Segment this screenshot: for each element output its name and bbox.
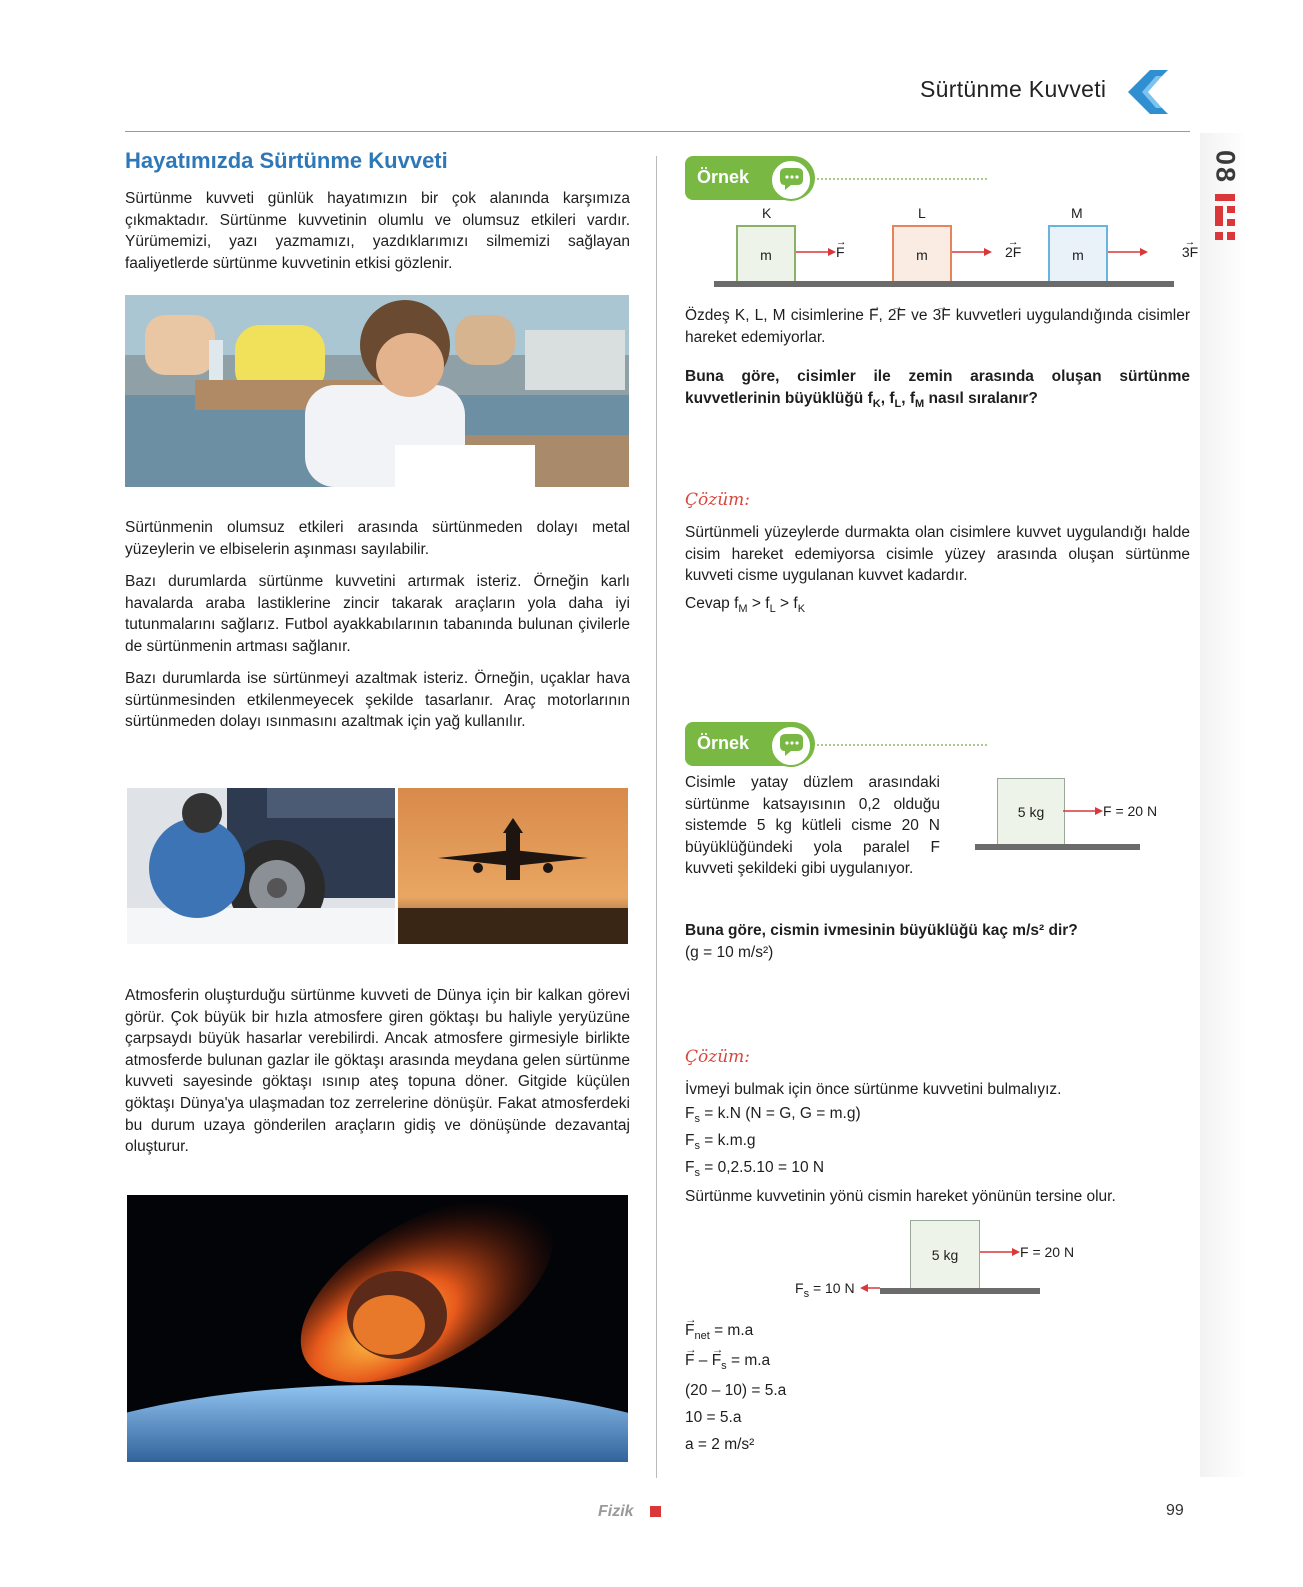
solution-label-1: Çözüm: — [685, 490, 750, 510]
photo-student-writing — [125, 295, 629, 487]
paragraph-intro: Sürtünme kuvveti günlük hayatımızın bir çok alanında karşımıza çıkmaktadır. Sürtünme kuvvetinin olumlu ve olumsuz etkileri vardır. Yürümemizi, yazı yazmamızı, yazdıklarımızı silmemizi sağlayan faaliyetlerde sürtünme kuvvetinin etkisi gözlenir. — [125, 190, 630, 272]
equation-7: 10 = 5.a — [685, 1409, 742, 1426]
header-rule — [125, 131, 1190, 132]
speech-bubble-icon — [770, 159, 812, 201]
diagram-three-blocks — [710, 205, 1199, 290]
page-number: 99 — [1166, 1502, 1184, 1519]
example1-question: Buna göre, cisimler ile zemin arasında oluşan sürtünme kuvvetlerinin büyüklüğü $f_K$, $f_L$, $f_M$ nasıl sıralanır? — [685, 368, 1190, 410]
photo-snow-chains — [127, 788, 395, 944]
example1-answer: Cevap $f_M > f_L > f_K$ — [685, 595, 806, 616]
photo-airplane-landing — [398, 788, 628, 944]
side-strip — [1200, 133, 1248, 1477]
force-label: F = 20 N — [1020, 1244, 1075, 1260]
speech-bubble-icon — [770, 725, 812, 767]
chevron-left-icon — [1126, 68, 1170, 116]
section-title: Hayatımızda Sürtünme Kuvveti — [125, 148, 448, 173]
equation-2: $F_s = k.m.g$ — [685, 1132, 756, 1153]
block-label-m: M — [1071, 205, 1083, 221]
equation-6: (20 – 10) = 5.a — [685, 1382, 787, 1399]
force-3f-label: → 3F — [1182, 244, 1198, 260]
example2-direction: Sürtünme kuvvetinin yönü cismin hareket yönünün tersine olur. — [685, 1188, 1116, 1205]
subject-logo-icon — [1212, 192, 1238, 242]
equation-1: $F_s = k.N$ (N = G, G = m.g) — [685, 1105, 861, 1126]
example-badge-1 — [685, 156, 1005, 200]
diagram-friction — [790, 1220, 1090, 1300]
paragraph-negative-effects: Sürtünmenin olumsuz etkileri arasında sürtünmeden dolayı metal yüzeylerin ve elbiselerin aşınması sayılabilir. — [125, 519, 630, 558]
footer-marker — [650, 1506, 661, 1517]
force-f-label: → F — [836, 244, 845, 260]
example2-question: Buna göre, cismin ivmesinin büyüklüğü kaç m/s² dir? — [685, 922, 1078, 939]
equation-8: a = 2 m/s² — [685, 1436, 755, 1453]
example-badge-2 — [685, 722, 1005, 766]
unit-tab — [1208, 150, 1242, 242]
force-label: F = 20 N — [1103, 803, 1158, 819]
equation-3: $F_s = 0,2.5.10 = 10$ N — [685, 1159, 825, 1180]
example2-given: (g = 10 m/s²) — [685, 944, 774, 961]
example2-text: Cisimle yatay düzlem arasındaki sürtünme katsayısının 0,2 olduğu sistemde 5 kg kütleli cisme 20 N büyüklüğündeki yola paralel F kuvveti şekildeki gibi uygulanıyor. — [685, 774, 940, 878]
block-label-k: K — [762, 205, 772, 221]
paragraph-decrease-friction: Bazı durumlarda ise sürtünmeyi azaltmak isteriz. Örneğin, uçaklar hava sürtünmesinden etkilenmeyecek şekilde tasarlanır. Araç motorlarının sürtünmeden dolayı ısınmasını azaltmak için yağ kullanılır. — [125, 670, 630, 731]
unit-number: 08 — [1210, 150, 1241, 185]
example1-intro: Özdeş K, L, M cisimlerine → F, → 2F ve → 3F kuvvetleri uygulandığında cisimler hareket edemiyorlar. — [685, 305, 1190, 348]
equation-5: → F – → $F_s = m.a$ — [685, 1352, 770, 1372]
page-header-title: Sürtünme Kuvveti — [920, 76, 1107, 102]
example-badge-label: Örnek — [697, 733, 750, 753]
diagram-block-force — [975, 778, 1185, 852]
example2-sol-intro: İvmeyi bulmak için önce sürtünme kuvvetini bulmalıyız. — [685, 1081, 1062, 1098]
force-2f-label: → 2F — [1005, 244, 1021, 260]
paragraph-atmosphere: Atmosferin oluşturduğu sürtünme kuvveti de Dünya için bir kalkan görevi görür. Çok büyük bir hızla atmosfere giren göktaşı bu haliyle yeryüzüne çarpsaydı büyük hasarlar verebilirdi. Ancak atmosfere girmesiyle birlikte atmosferde bulunan gazlar ile göktaşı arasında meydana gelen sürtünme kuvveti sayesinde göktaşı ısınıp ateş topuna döner. Gitgide küçülen göktaşı Dünya'ya ulaşmadan toz zerrelerine dönüşür. Fakat atmosferdeki bu durum uzaya gönderilen araçların gidiş ve dönüşünde dezavantaj oluşturur. — [125, 987, 630, 1156]
block-5kg: 5 kg — [997, 778, 1065, 846]
block-m: m — [1048, 225, 1108, 285]
block-l: m — [892, 225, 952, 285]
friction-label: $F_s = 10$ N — [795, 1280, 855, 1300]
example1-solution: Sürtünmeli yüzeylerde durmakta olan cisimlere kuvvet uygulandığı halde cisim hareket edemiyorsa cisimle yüzey arasında oluşan sürtünme kuvveti cisme uygulanan kuvvet kadardır. — [685, 524, 1190, 585]
block-label-l: L — [918, 205, 926, 221]
block-k: m — [736, 225, 796, 285]
equation-4: → $F_{net} = m.a$ — [685, 1322, 753, 1342]
paragraph-increase-friction: Bazı durumlarda sürtünme kuvvetini artırmak isteriz. Örneğin karlı havalarda araba lastiklerine zincir takarak araçların yola daha iyi tutunmalarını sağlarız. Futbol ayakkabılarının tabanında bulunan çivilerle de sürtünmenin artması sağlanır. — [125, 573, 630, 655]
block-5kg-2: 5 kg — [910, 1220, 980, 1290]
example-badge-label: Örnek — [697, 167, 750, 187]
ground-and-arrows — [710, 205, 1190, 290]
footer-subject: Fizik — [598, 1503, 634, 1520]
column-divider — [656, 156, 657, 1478]
photo-meteor — [127, 1195, 628, 1462]
solution-label-2: Çözüm: — [685, 1047, 750, 1067]
